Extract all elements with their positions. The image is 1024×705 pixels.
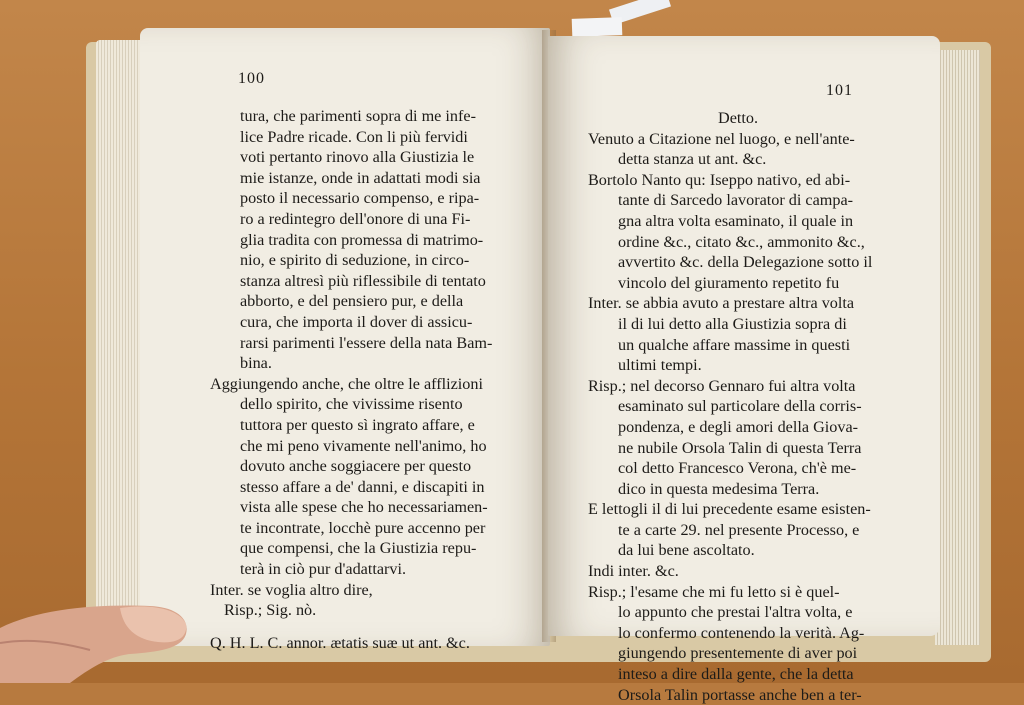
text-line: te incontrate, locchè pure accenno per	[240, 518, 486, 537]
text-line: da lui bene ascoltato.	[618, 541, 755, 560]
text-line: Inter. se abbia avuto a prestare altra volta	[588, 294, 855, 313]
text-line: Inter. se voglia altro dire,	[210, 580, 373, 599]
text-line: col detto Francesco Verona, ch'è me-	[618, 459, 857, 478]
text-line: glia tradita con promessa di matrimo-	[240, 230, 484, 249]
text-line: abborto, e del pensiero pur, e della	[240, 292, 464, 311]
text-line: ordine &c., citato &c., ammonito &c.,	[618, 232, 865, 251]
left-page	[140, 28, 550, 652]
text-line: lo confermo contenendo la verità. Ag-	[618, 623, 865, 642]
right-page-text	[588, 108, 872, 705]
text-line: Risp.; nel decorso Gennaro fui altra volta	[588, 376, 856, 395]
text-line: che mi peno vivamente nell'animo, ho	[240, 436, 487, 455]
text-line: Bortolo Nanto qu: Iseppo nativo, ed abi-	[588, 170, 851, 189]
text-line: ro a redintegro dell'onore di una Fi-	[240, 209, 471, 228]
text-line: voti pertanto rinovo alla Giustizia le	[240, 148, 475, 167]
text-line: ultimi tempi.	[618, 356, 702, 375]
text-line: Q. H. L. C. annor. ætatis suæ ut ant. &c.	[210, 633, 470, 652]
text-line: Orsola Talin portasse anche ben a ter-	[618, 685, 862, 704]
hand-thumb	[0, 598, 190, 683]
text-line: Indi inter. &c.	[588, 562, 679, 581]
text-line: terà in ciò pur d'adattarvi.	[240, 560, 407, 579]
text-line: que compensi, che la Giustizia repu-	[240, 539, 477, 558]
text-line: te a carte 29. nel presente Processo, e	[618, 520, 860, 539]
text-line: bina.	[240, 354, 272, 373]
text-line: giungendo presentemente di aver poi	[618, 644, 858, 663]
text-line: detta stanza ut ant. &c.	[618, 150, 767, 169]
text-line: cura, che importa il dover di assicu-	[240, 312, 473, 331]
text-line: inteso a dire dalla gente, che la detta	[618, 665, 854, 684]
text-line: un qualche affare massime in questi	[618, 335, 851, 354]
text-line: Detto.	[718, 109, 759, 127]
text-line: pondenza, e degli amori della Giova-	[618, 417, 859, 436]
text-line: Aggiungendo anche, che oltre le afflizioni	[210, 374, 483, 393]
page-number: 100	[238, 70, 265, 87]
text-line: vista alle spese che ho necessariamen-	[240, 498, 488, 517]
text-line: il di lui detto alla Giustizia sopra di	[618, 314, 847, 333]
text-line: nio, e spirito di seduzione, in circo-	[240, 251, 470, 270]
text-line: lo appunto che prestai l'altra volta, e	[618, 603, 853, 622]
text-line: rarsi parimenti l'essere della nata Bam-	[240, 333, 493, 352]
page-edges-right	[935, 50, 980, 645]
text-line: tante di Sarcedo lavorator di campa-	[618, 191, 854, 210]
text-line: stanza altresì più riflessibile di tentato	[240, 271, 486, 290]
text-line: E lettogli il di lui precedente esame esisten-	[588, 500, 871, 519]
text-line: esaminato sul particolare della corris-	[618, 397, 862, 416]
text-line: Risp.; l'esame che mi fu letto si è quel-	[588, 582, 840, 601]
text-line: Venuto a Citazione nel luogo, e nell'ante-	[588, 129, 855, 148]
text-line: vincolo del giuramento repetito fu	[618, 273, 840, 292]
text-line: stesso affare a de' danni, e discapiti in	[240, 477, 485, 496]
text-line: gna altra volta esaminato, il quale in	[618, 211, 854, 230]
text-line: tuttora per questo sì ingrato affare, e	[240, 415, 475, 434]
text-line: mie istanze, onde in adattati modi sia	[240, 168, 481, 187]
left-page-text	[210, 106, 492, 653]
text-line: Risp.; Sig. nò.	[224, 601, 317, 620]
paper-slip	[572, 17, 623, 37]
text-line: dovuto anche soggiacere per questo	[240, 457, 472, 476]
text-line: dello spirito, che vivissime risento	[240, 395, 463, 414]
page-number: 101	[826, 82, 853, 99]
text-line: avvertito &c. della Delegazione sotto il	[618, 253, 873, 272]
text-line: lice Padre ricade. Con li più fervidi	[240, 127, 468, 146]
text-line: posto il necessario compenso, e ripa-	[240, 189, 480, 208]
text-line: tura, che parimenti sopra di me infe-	[240, 107, 476, 125]
right-page	[548, 36, 940, 704]
text-line: ne nubile Orsola Talin di questa Terra	[618, 438, 862, 457]
text-line: dico in questa medesima Terra.	[618, 479, 820, 498]
